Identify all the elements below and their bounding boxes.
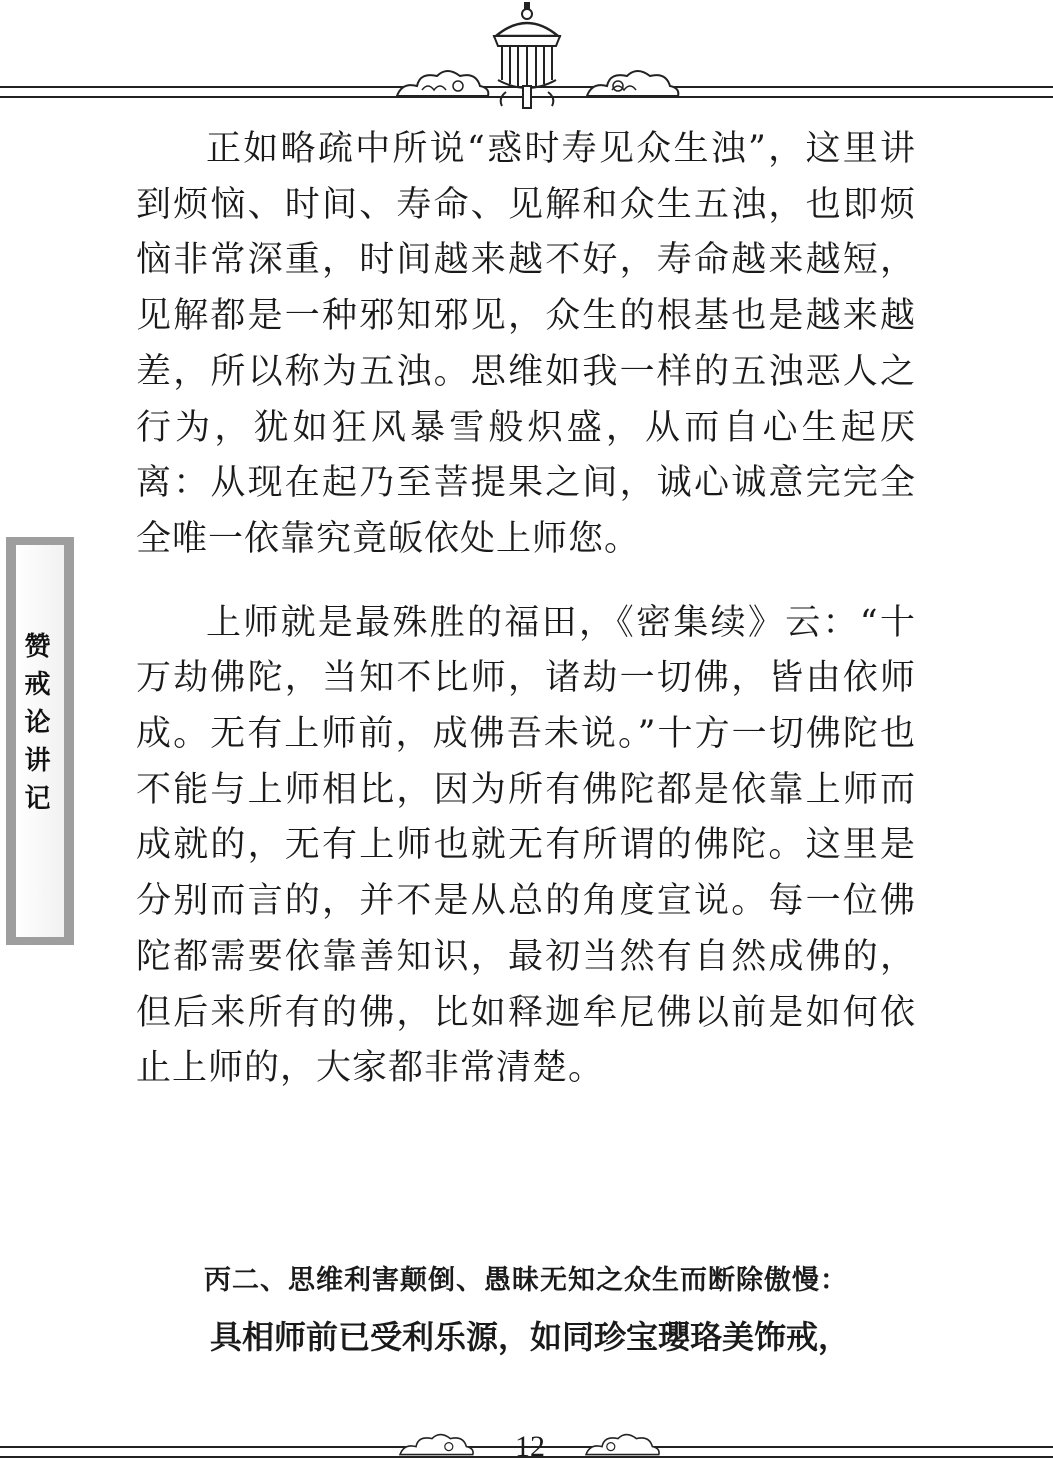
cloud-icon [582, 1428, 662, 1462]
body-text [136, 122, 916, 1125]
cloud-icon [396, 1428, 476, 1462]
paragraph: 正如略疏中所说“惑时寿见众生浊”，这里讲到烦恼、时间、寿命、见解和众生五浊，也即烦恼非常深重，时间越来越不好，寿命越来越短，见解都是一种邪知邪见，众生的根基也是越来越差，所以称为五浊。思维如我一样的五浊恶人之行为，犹如狂风暴雪般炽盛，从而自心生起厌离：从现在起乃至菩提果之间，诚心诚意完完全全唯一依靠究竟皈依处上师您。 [136, 129, 916, 559]
cloud-icon [582, 64, 682, 104]
paragraph: 上师就是最殊胜的福田，《密集续》云：“十万劫佛陀，当知不比师，诸劫一切佛，皆由依师成。无有上师前，成佛吾未说。”十方一切佛陀也不能与上师相比，因为所有佛陀都是依靠上师而成就的，无有上师也就无有所谓的佛陀。这里是分别而言的，并不是从总的角度宣说。每一位佛陀都需要依靠善知识，最初当然有自然成佛的，但后来所有的佛，比如释迦牟尼佛以前是如何依止上师的，大家都非常清楚。 [136, 602, 916, 1089]
side-tab-title: 赞戒论讲记 [20, 632, 50, 822]
cloud-icon [392, 64, 492, 104]
page-number: 12 [515, 1430, 545, 1463]
parasol-icon [484, 0, 570, 112]
section-heading: 丙二、思维利害颠倒、愚昧无知之众生而断除傲慢： [204, 1265, 848, 1296]
verse-line: 具相师前已受利乐源，如同珍宝瓔珞美饰戒， [210, 1318, 851, 1356]
